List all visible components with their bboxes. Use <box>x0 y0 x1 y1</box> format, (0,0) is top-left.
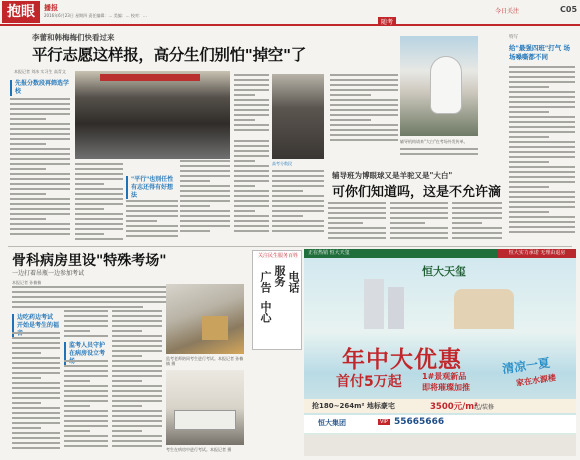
page-divider <box>8 246 572 247</box>
story2-subtitle: 一边打着吊瓶一边参加考试 <box>12 270 85 277</box>
hospital-bed <box>174 410 236 430</box>
story2-body-col4 <box>112 310 162 452</box>
service-ad-l3: 中心 <box>259 301 272 323</box>
section-label: 播报 <box>44 4 58 12</box>
story2-photo-caption-1: 监考老师陪同考生进行考试。本报记者 孙楠楠 摄 <box>166 356 244 367</box>
lead-sidebar-2: "平行"也别任性 有志还得有好想法 <box>126 176 178 199</box>
lead-photo-2 <box>272 74 324 159</box>
lead-kicker: 李蕾和韩梅梅们快看过来 <box>32 33 115 42</box>
ad-towers-graphic-2 <box>388 287 404 329</box>
lead-photo-banner <box>100 74 200 81</box>
story3-body-col1 <box>330 74 398 144</box>
service-ad-strip <box>252 250 302 350</box>
ad-price: 3500元/m² <box>430 402 478 412</box>
story2-sidebar: 边吃药边考试 开始是考生的福 <box>12 314 60 337</box>
story3-body-col2 <box>400 148 478 162</box>
service-ad-l4: 电话 <box>287 271 300 293</box>
right-column-title: 给"最强四班"打气 场场嗓嘶都不同 <box>509 44 571 61</box>
ad-top-strip: 正在热销 恒大天玺 <box>304 249 576 258</box>
masthead <box>0 0 580 26</box>
ad-towers-graphic <box>364 279 384 329</box>
lead-body-col7 <box>272 170 324 240</box>
story3-headline: 可你们知道吗，这是不允许滴 <box>332 185 502 200</box>
mascot-figure <box>430 56 462 114</box>
story2-body-col3 <box>64 360 108 452</box>
lead-body-col1 <box>10 98 70 238</box>
service-ad-l1: 广告 <box>259 271 272 293</box>
right-brand: 今日关注 <box>495 8 520 15</box>
ad-detail-2: 即将璀璨加推 <box>422 383 470 392</box>
logo: 抱眼 <box>2 1 40 23</box>
lead-body-col3 <box>126 200 178 242</box>
lead-body-col4 <box>234 74 269 134</box>
ad-promo-sub: 家在水源楼 <box>515 373 557 388</box>
story2-body-col2 <box>64 310 108 340</box>
story2-photo-2 <box>166 370 244 445</box>
story2-sidebar-2: 监考人员守护 在病房设立考 <box>64 342 108 365</box>
story2-photo-caption-2: 考生在病房中进行考试。本报记者 摄 <box>166 447 232 452</box>
realestate-ad <box>304 249 576 456</box>
lead-sidebar: 先报分数段再筛选学校 <box>10 80 70 96</box>
right-column-kicker: 特写 <box>509 35 518 40</box>
ad-bottom-fade <box>304 435 576 456</box>
page-number: C05 <box>560 5 578 14</box>
ad-top-banner: 恒大实力承诺 无理由退房 <box>498 249 576 258</box>
ad-headline: 年中大优惠 <box>342 347 462 373</box>
ad-subline: 首付5万起 <box>336 374 402 390</box>
service-ad-l2: 服务 <box>273 265 286 287</box>
date-line: 2016年6月23日 星期四 责任编辑：… 美编：… 校对：… <box>44 13 147 18</box>
story3-body-col3 <box>328 202 386 244</box>
story2-byline: 本报记者 孙楠楠 <box>12 280 42 285</box>
lead-byline: 本报记者 刘冰 实习生 高青文 <box>14 69 66 74</box>
lead-headline: 平行志愿这样报，高分生们别怕"掉空"了 <box>32 46 306 64</box>
story2-headline: 骨科病房里设"特殊考场" <box>12 253 167 269</box>
ad-phone: 55665666 <box>394 417 445 427</box>
lead-photo-caption: 高考分数段 <box>272 161 292 166</box>
ad-detail-1: 1#景观新品 <box>422 372 467 381</box>
story3-body-col4 <box>390 202 448 244</box>
cardboard-box <box>202 316 228 340</box>
ad-phone-label: VIP <box>380 419 388 425</box>
service-ad-top: 关注民生服务百姓 <box>257 253 298 259</box>
story2-photo-1 <box>166 284 244 354</box>
ad-castle-graphic <box>454 289 514 329</box>
right-column-body <box>509 66 575 242</box>
lead-body-col2 <box>75 163 123 241</box>
story3-photo <box>400 36 478 136</box>
lead-body-col6 <box>180 160 230 240</box>
lead-body-col5 <box>234 140 269 240</box>
ad-promo-title: 清凉一夏 <box>501 355 551 377</box>
developer-logo: 恒大集团 <box>318 419 346 427</box>
ad-brand: 恒大天玺 <box>422 265 466 278</box>
story3-body-col5 <box>452 202 502 244</box>
story2-body-col1 <box>12 332 60 452</box>
story3-caption: 辅导机构请来"大白"在考场外发传单。 <box>400 139 468 144</box>
ad-price-line: 抢180~264m² 地标豪宅 <box>312 402 395 410</box>
story3-kicker: 辅导班为博眼球又是羊驼又是"大白" <box>332 171 453 180</box>
ad-price-note: 起/装修 <box>474 404 495 411</box>
topic-tag: 随考 <box>378 17 396 26</box>
lead-photo <box>75 71 230 159</box>
